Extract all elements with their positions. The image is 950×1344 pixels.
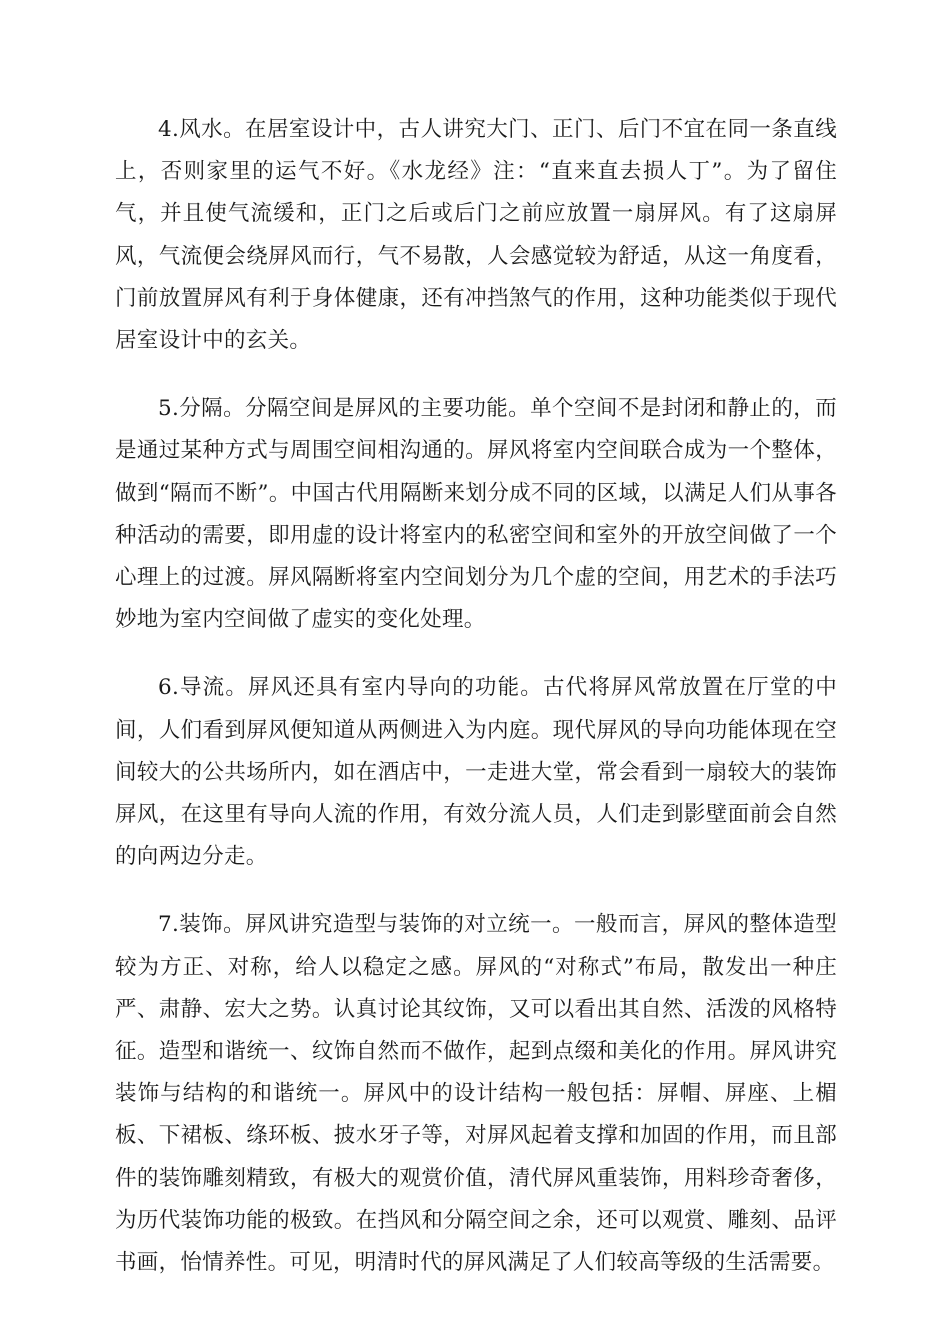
document-body — [115, 109, 837, 1310]
paragraph-zhuangshi: 7.装饰。屏风讲究造型与装饰的对立统一。一般而言，屏风的整体造型较为方正、对称，给人以稳定之感。屏风的“对称式”布局，散发出一种庄严、肃静、宏大之势。认真讨论其纹饰，又可以看出其自然、活泼的风格特征。造型和谐统一、纹饰自然而不做作，起到点缀和美化的作用。屏风讲究装饰与结构的和谐统一。屏风中的设计结构一般包括：屏帽、屏座、上楣板、下裙板、绦环板、披水牙子等，对屏风起着支撑和加固的作用，而且部件的装饰雕刻精致，有极大的观赏价值，清代屏风重装饰，用料珍奇奢侈，为历代装饰功能的极致。在挡风和分隔空间之余，还可以观赏、雕刻、品评书画，怡情养性。可见，明清时代的屏风满足了人们较高等级的生活需要。 — [115, 912, 837, 1276]
paragraph-daoliu: 6.导流。屏风还具有室内导向的功能。古代将屏风常放置在厅堂的中间，人们看到屏风便知道从两侧进入为内庭。现代屏风的导向功能体现在空间较大的公共场所内，如在酒店中，一走进大堂，常会看到一扇较大的装饰屏风，在这里有导向人流的作用，有效分流人员，人们走到影壁面前会自然的向两边分走。 — [115, 675, 837, 870]
paragraph-fenge: 5.分隔。分隔空间是屏风的主要功能。单个空间不是封闭和静止的，而是通过某种方式与周围空间相沟通的。屏风将室内空间联合成为一个整体，做到“隔而不断”。中国古代用隔断来划分成不同的区域，以满足人们从事各种活动的需要，即用虚的设计将室内的私密空间和室外的开放空间做了一个心理上的过渡。屏风隔断将室内空间划分为几个虚的空间，用艺术的手法巧妙地为室内空间做了虚实的变化处理。 — [115, 396, 837, 633]
paragraph-fengshui: 4.风水。在居室设计中，古人讲究大门、正门、后门不宜在同一条直线上，否则家里的运气不好。《水龙经》注：“直来直去损人丁”。为了留住气，并且使气流缓和，正门之后或后门之前应放置一扇屏风。有了这扇屏风，气流便会绕屏风而行，气不易散，人会感觉较为舒适，从这一角度看，门前放置屏风有利于身体健康，还有冲挡煞气的作用，这种功能类似于现代居室设计中的玄关。 — [115, 117, 837, 354]
